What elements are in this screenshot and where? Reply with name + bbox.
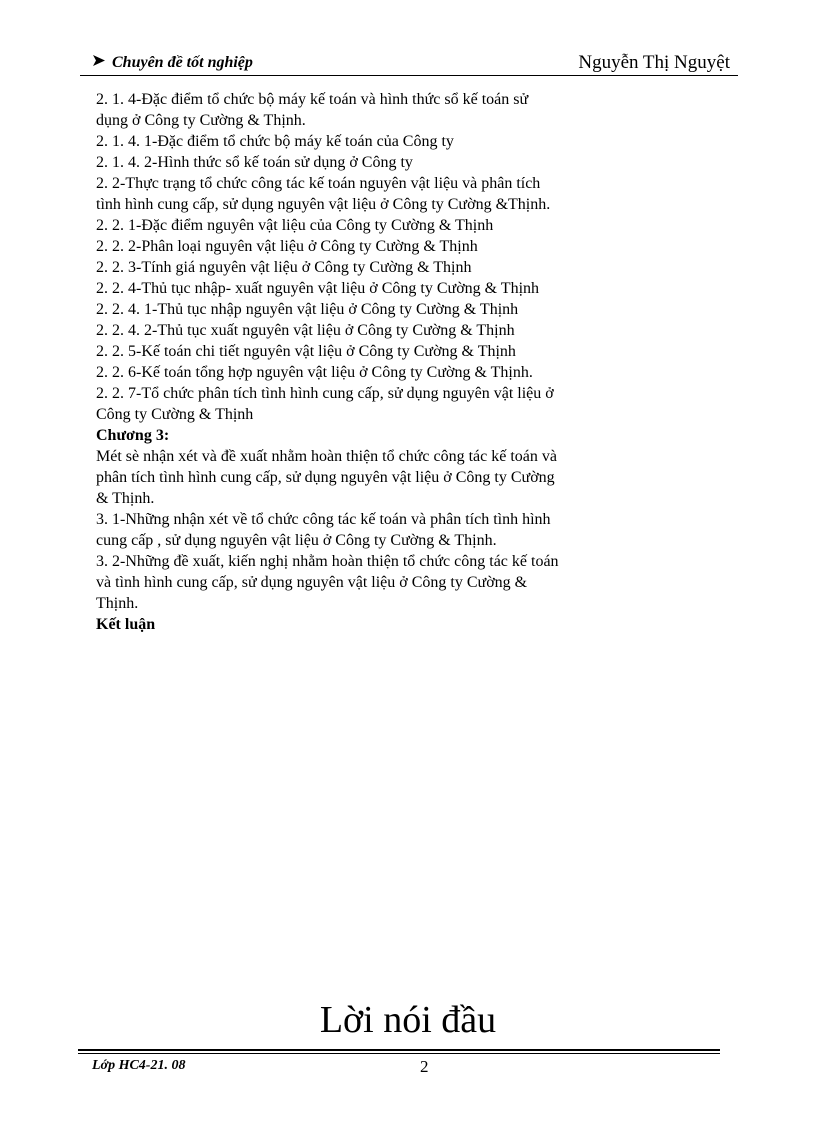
content-line: 2. 2. 2-Phân loại nguyên vật liệu ở Công ty Cường & Thịnh (96, 238, 478, 255)
content-line: 2. 2. 4-Thủ tục nhập- xuất nguyên vật liệu ở Công ty Cường & Thịnh (96, 280, 540, 297)
content-line: Công ty Cường & Thịnh (96, 406, 254, 423)
footer-divider-thin (78, 1053, 720, 1054)
content-line: 2. 1. 4-Đặc điểm tổ chức bộ máy kế toán và hình thức sổ kế toán sử (96, 91, 529, 108)
content-line: dụng ở Công ty Cường & Thịnh. (96, 112, 306, 129)
content-line: 3. 1-Những nhận xét về tổ chức công tác kế toán và phân tích tình hình (96, 511, 551, 528)
content-line: phân tích tình hình cung cấp, sử dụng nguyên vật liệu ở Công ty Cường (96, 469, 555, 486)
footer-divider (78, 1049, 720, 1051)
section-heading: Chương 3: (96, 427, 170, 444)
content-line: 2. 2. 4. 1-Thủ tục nhập nguyên vật liệu ở Công ty Cường & Thịnh (96, 301, 519, 318)
content-line: 2. 2. 5-Kế toán chi tiết nguyên vật liệu ở Công ty Cường & Thịnh (96, 343, 516, 360)
content-line: Mét sè nhận xét và đề xuất nhằm hoàn thiện tổ chức công tác kế toán và (96, 448, 557, 465)
content-line: 2. 1. 4. 1-Đặc điểm tổ chức bộ máy kế toán của Công ty (96, 133, 454, 150)
content-list (96, 89, 616, 635)
content-line: Thịnh. (96, 595, 139, 612)
content-line: 2. 2. 1-Đặc điểm nguyên vật liệu của Công ty Cường & Thịnh (96, 217, 494, 234)
arrow-bullet-icon (92, 54, 106, 72)
content-line: 2. 1. 4. 2-Hình thức sổ kế toán sử dụng ở Công ty (96, 154, 413, 171)
section-heading: Kết luận (96, 616, 156, 633)
header-title: Chuyên đề tốt nghiệp (112, 54, 253, 71)
content-line: 2. 2. 7-Tổ chức phân tích tình hình cung cấp, sử dụng nguyên vật liệu ở (96, 385, 554, 402)
footer-class-label: Lớp HC4-21. 08 (92, 1058, 186, 1073)
content-line: 2. 2. 6-Kế toán tổng hợp nguyên vật liệu ở Công ty Cường & Thịnh. (96, 364, 533, 381)
content-line: & Thịnh. (96, 490, 155, 507)
page-title: Lời nói đầu (319, 999, 497, 1041)
header-left (92, 54, 253, 72)
content-line: 2. 2-Thực trạng tổ chức công tác kế toán nguyên vật liệu và phân tích (96, 175, 541, 192)
content-line: 3. 2-Những đề xuất, kiến nghị nhằm hoàn thiện tổ chức công tác kế toán (96, 553, 559, 570)
page-header (92, 52, 736, 76)
header-divider (80, 75, 738, 76)
content-line: 2. 2. 4. 2-Thủ tục xuất nguyên vật liệu ở Công ty Cường & Thịnh (96, 322, 515, 339)
header-author: Nguyễn Thị Nguyệt (578, 52, 730, 73)
content-line: tình hình cung cấp, sử dụng nguyên vật liệu ở Công ty Cường &Thịnh. (96, 196, 551, 213)
content-line: cung cấp , sử dụng nguyên vật liệu ở Công ty Cường & Thịnh. (96, 532, 497, 549)
content-line: 2. 2. 3-Tính giá nguyên vật liệu ở Công ty Cường & Thịnh (96, 259, 472, 276)
page-number: 2 (420, 1057, 429, 1076)
content-line: và tình hình cung cấp, sử dụng nguyên vật liệu ở Công ty Cường & (96, 574, 528, 591)
